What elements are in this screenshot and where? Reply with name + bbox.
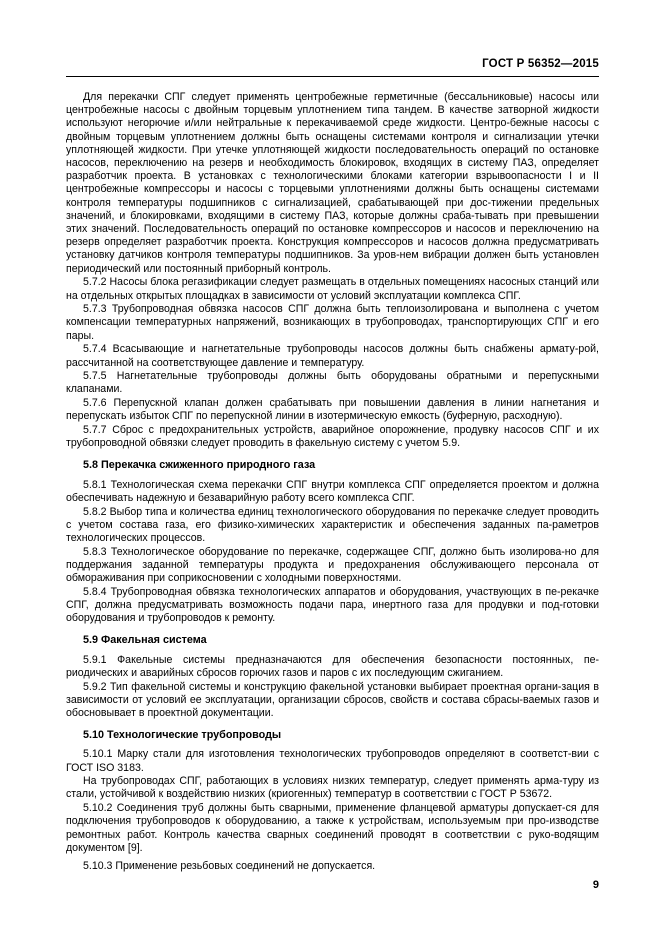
paragraph: 5.7.2 Насосы блока регазификации следует размещать в отдельных помещениях насосных станций или на отдельных открытых площадках в зависимости от условий эксплуатации комплекса СПГ. (66, 276, 599, 302)
paragraph: 5.8.1 Технологическая схема перекачки СПГ внутри комплекса СПГ определяется проектом и должна обеспечивать надежную и безаварийную работу всего комплекса СПГ. (66, 478, 599, 504)
paragraph: 5.7.7 Сброс с предохранительных устройств, аварийное опорожнение, продувку насосов СПГ и их трубопроводной обвязки следует проводить в факельную систему с учетом 5.9. (66, 424, 599, 450)
page-header: ГОСТ Р 56352—2015 (482, 58, 599, 70)
paragraph: 5.10.3 Применение резьбовых соединений не допускается. (83, 859, 376, 872)
paragraph: 5.7.6 Перепускной клапан должен срабатывать при повышении давления в линии нагнетания и перепускать избыток СПГ по перепускной линии в изотермическую емкость (буферную, расходную). (66, 397, 599, 423)
paragraph: 5.7.4 Всасывающие и нагнетательные трубопроводы насосов должны быть снабжены армату-рой, рассчитанной на соответствующее давление и температуру. (66, 343, 599, 369)
paragraph: 5.10.2 Соединения труб должны быть сварными, применение фланцевой арматуры допускает-ся для подключения трубопроводов к оборудованию, а также к устройствам, используемым при про-изводстве ремонтных работ. Контроль качества сварных соединений проводят в соответствии с руко-водящим документом [9]. (66, 802, 599, 854)
paragraph: 5.8.3 Технологическое оборудование по перекачке, содержащее СПГ, должно быть изолирова-но для поддержания заданной температуры продукта и предохранения обслуживающего персонала от обмораживания при соприкосновении с холодными поверхностями. (66, 545, 599, 585)
paragraph: Для перекачки СПГ следует применять центробежные герметичные (бессальниковые) насосы или центробежные насосы с двойным торцевым уплотнением типа тандем. В качестве затворной жидкости используют негорючие и/или нейтральные к перекачиваемой среде жидкости. Центро-бежные насосы с двойным торцевым уплотнением должны быть оснащены системами контроля и сигнализации утечки уплотняющей жидкости. При утечке уплотняющей жидкости последовательность операций по остановке насосов, переключению на резерв и необходимость блокировок, входящих в систему ПАЗ, определяет разработчик проекта. В установках с технологическими блоками категории взрывоопасности I и II центробежные компрессоры и насосы с торцевыми уплотнениями должны быть оснащены системами контроля температуры подшипников с сигнализацией, срабатывающей при дос-тижении предельных значений, и блокировками, входящими в систему ПАЗ, которые должны сраба-тывать при превышении этих значений. Последовательность операций по остановке компрессоров и насосов и переключению на резерв определяет разработчик проекта. Конструкция компрессоров и насосов должна предусматривать установку датчиков контроля температуры подшипников. За уров-нем вибрации должен быть установлен периодический или постоянный приборный контроль. (66, 91, 599, 275)
paragraph: 5.9.2 Тип факельной системы и конструкцию факельной установки выбирает проектная органи-зация в зависимости от условий ее эксплуатации, организации сбросов, свойств и состава сбрасы-ваемых газов и обосновывает в проектной документации. (66, 680, 599, 719)
section-heading-5-10: 5.10 Технологические трубопроводы (83, 729, 282, 742)
paragraph: 5.7.5 Нагнетательные трубопроводы должны быть оборудованы обратными и перепускными клапанами. (66, 370, 599, 396)
section-heading-5-9: 5.9 Факельная система (83, 634, 207, 647)
paragraph: На трубопроводах СПГ, работающих в условиях низких температур, следует применять арма-туру из стали, устойчивой к воздействию низких (криогенных) температур в соответствии с ГОСТ Р 53672. (66, 775, 599, 801)
header-divider (66, 76, 599, 77)
paragraph: 5.8.4 Трубопроводная обвязка технологических аппаратов и оборудования, участвующих в пе-рекачке СПГ, должна предусматривать возможность подачи пара, инертного газа для продувки и под-готовки оборудования и трубопроводов к ремонту. (66, 585, 599, 625)
paragraph: 5.7.3 Трубопроводная обвязка насосов СПГ должна быть теплоизолирована и выполнена с учетом компенсации температурных напряжений, возникающих в трубопроводах, транспортирующих СПГ и его пары. (66, 303, 599, 342)
document-body (66, 91, 599, 873)
page-number: 9 (592, 879, 599, 891)
paragraph: 5.10.1 Марку стали для изготовления технологических трубопроводов определяют в соответст-вии с ГОСТ ISO 3183. (66, 748, 599, 774)
paragraph: 5.9.1 Факельные системы предназначаются для обеспечения безопасности постоянных, пе-риодических и аварийных сбросов горючих газов и паров с их последующим сжиганием. (66, 653, 599, 679)
section-heading-5-8: 5.8 Перекачка сжиженного природного газа (83, 459, 316, 472)
paragraph: 5.8.2 Выбор типа и количества единиц технологического оборудования по перекачке следует проводить с учетом состава газа, его физико-химических характеристик и обеспечения заданных па-раметров технологических процессов. (66, 505, 599, 544)
